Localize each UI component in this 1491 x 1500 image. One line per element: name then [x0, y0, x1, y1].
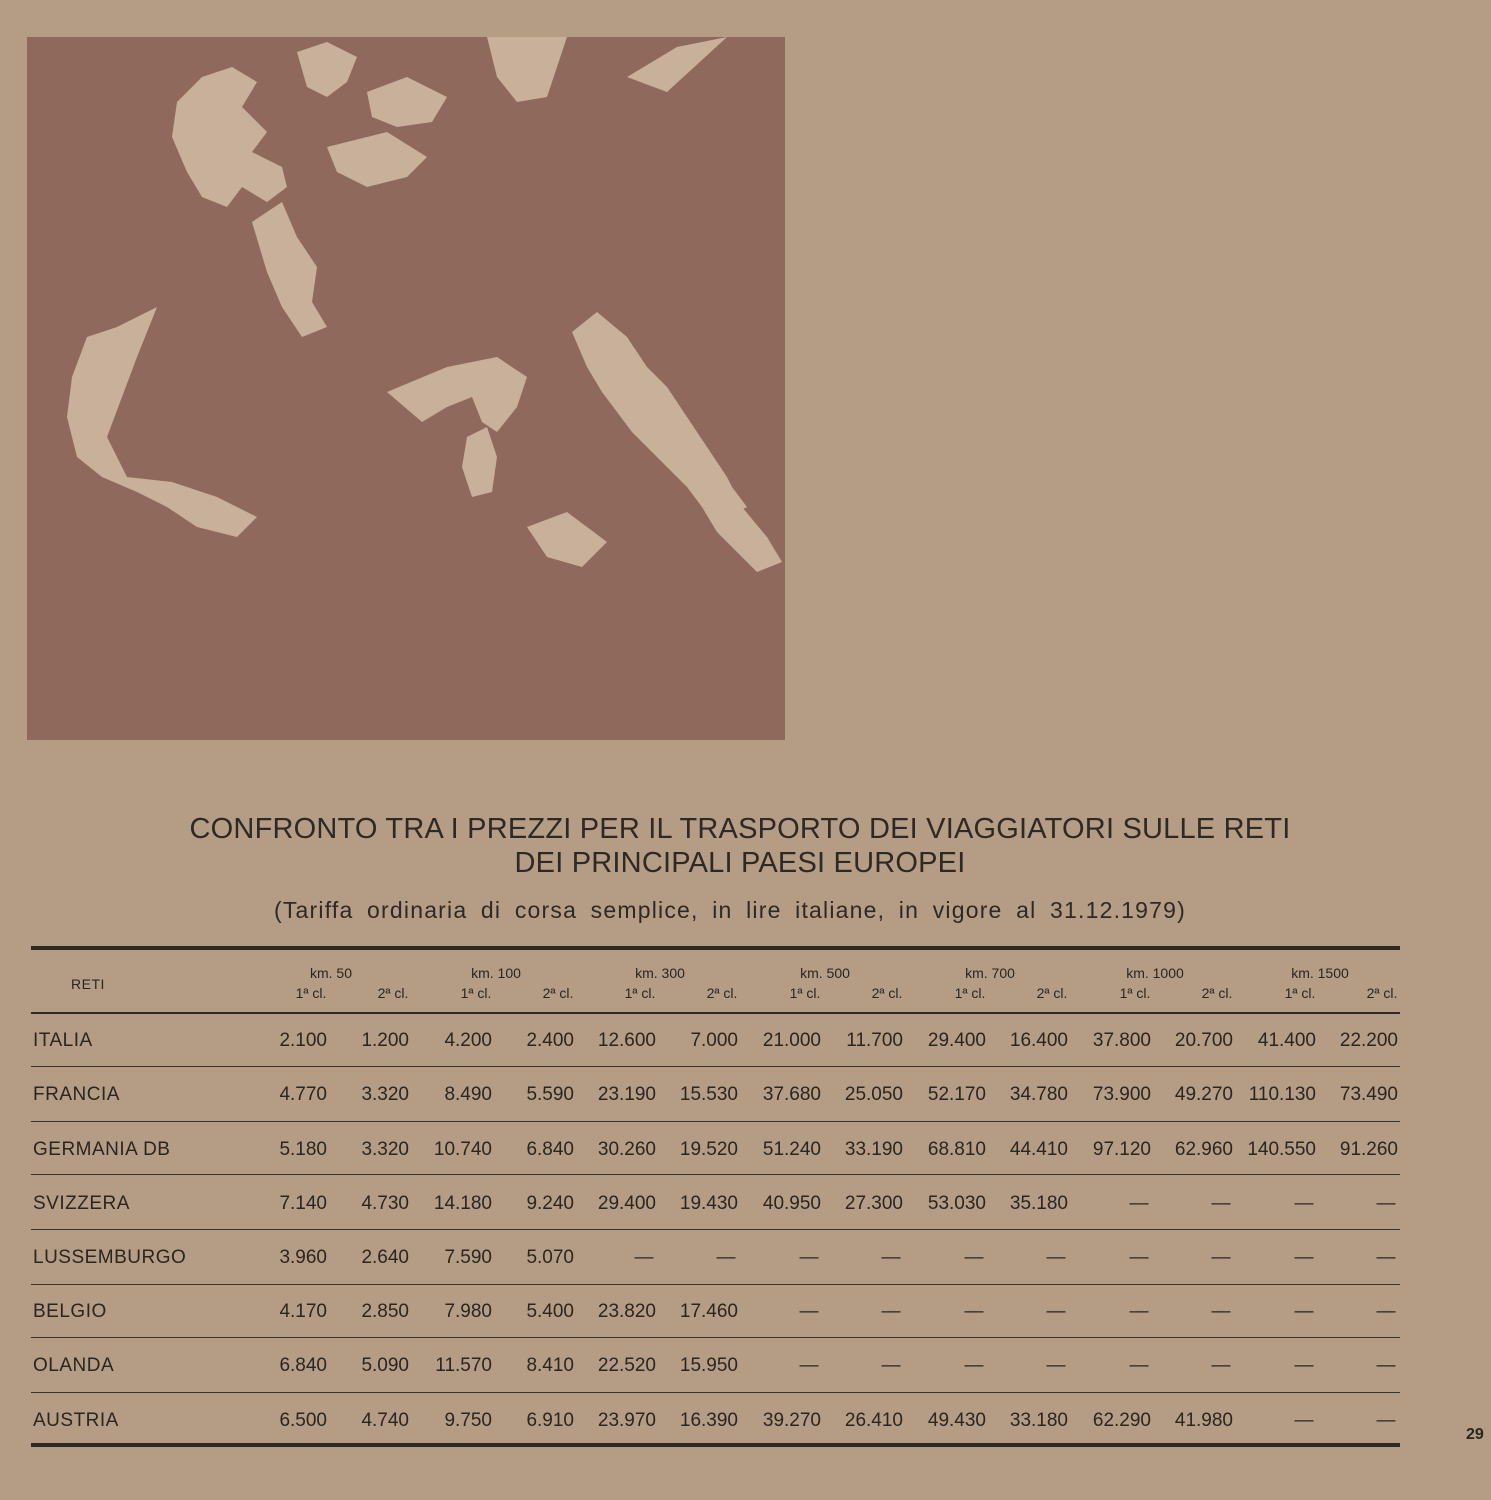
table-cell: 2.850: [361, 1301, 409, 1322]
table-cell: 22.520: [597, 1355, 656, 1376]
table-cell: 7.000: [690, 1030, 738, 1051]
header-class: 2ª cl.: [706, 985, 738, 1001]
table-cell: —: [1046, 1301, 1066, 1322]
table-cell: —: [716, 1247, 736, 1268]
table-cell: —: [1376, 1301, 1396, 1322]
table-cell: 8.410: [526, 1355, 574, 1376]
table-cell: 4.200: [444, 1030, 492, 1051]
row-divider: [31, 1121, 1400, 1122]
table-top-rule: [31, 946, 1400, 950]
table-cell: 4.770: [279, 1084, 327, 1105]
header-class: 2ª cl.: [1036, 985, 1068, 1001]
table-cell: 23.820: [597, 1301, 656, 1322]
table-cell: 6.500: [279, 1410, 327, 1431]
table-cell: 23.970: [597, 1410, 656, 1431]
table-cell: 14.180: [433, 1193, 492, 1214]
table-cell: —: [1376, 1193, 1396, 1214]
table-cell: 52.170: [927, 1084, 986, 1105]
table-cell: 25.050: [844, 1084, 903, 1105]
table-header-rule: [31, 1012, 1400, 1014]
header-class: 1ª cl.: [954, 985, 986, 1001]
table-cell: 22.200: [1339, 1030, 1398, 1051]
table-cell: 29.400: [597, 1193, 656, 1214]
table-cell: 7.140: [279, 1193, 327, 1214]
table-cell: 91.260: [1339, 1139, 1398, 1160]
header-class: 1ª cl.: [789, 985, 821, 1001]
table-cell: —: [1376, 1247, 1396, 1268]
row-divider: [31, 1337, 1400, 1338]
table-cell: 15.530: [679, 1084, 738, 1105]
table-cell: —: [964, 1247, 984, 1268]
table-row-country: AUSTRIA: [33, 1410, 119, 1431]
table-cell: 110.130: [1248, 1084, 1316, 1105]
table-cell: 97.120: [1092, 1139, 1151, 1160]
subtitle: (Tariffa ordinaria di corsa semplice, in lire italiane, in vigore al 31.12.1979): [273, 897, 1186, 923]
map-landmass: [27, 37, 785, 740]
table-cell: —: [799, 1247, 819, 1268]
table-cell: 49.430: [927, 1410, 986, 1431]
row-divider: [31, 1174, 1400, 1175]
table-cell: 5.090: [361, 1355, 409, 1376]
header-distance: km. 700: [965, 965, 1015, 981]
table-cell: —: [1211, 1355, 1231, 1376]
header-distance: km. 50: [309, 965, 352, 981]
header-distance: km. 300: [635, 965, 685, 981]
title-line-2: DEI PRINCIPALI PAESI EUROPEI: [514, 847, 966, 879]
table-cell: 5.400: [526, 1301, 574, 1322]
table-cell: 4.730: [361, 1193, 409, 1214]
table-cell: 6.910: [526, 1410, 574, 1431]
table-cell: 9.750: [444, 1410, 492, 1431]
table-cell: 73.490: [1339, 1084, 1398, 1105]
table-cell: 33.180: [1009, 1410, 1068, 1431]
header-reti: RETI: [71, 976, 105, 992]
table-cell: —: [1376, 1355, 1396, 1376]
table-cell: 34.780: [1009, 1084, 1068, 1105]
table-cell: 2.100: [279, 1030, 327, 1051]
row-divider: [31, 1229, 1400, 1230]
table-cell: —: [1294, 1247, 1314, 1268]
table-cell: 21.000: [762, 1030, 821, 1051]
table-row-country: LUSSEMBURGO: [33, 1247, 187, 1268]
table-cell: 2.400: [526, 1030, 574, 1051]
table-cell: 3.320: [361, 1139, 409, 1160]
table-cell: 5.070: [526, 1247, 574, 1268]
table-cell: 53.030: [927, 1193, 986, 1214]
table-cell: —: [1294, 1193, 1314, 1214]
header-class: 1ª cl.: [295, 985, 327, 1001]
table-cell: —: [799, 1301, 819, 1322]
page-number: 29: [1466, 1426, 1484, 1443]
table-cell: 5.180: [279, 1139, 327, 1160]
table-row-country: ITALIA: [33, 1030, 93, 1051]
table-cell: 10.740: [433, 1139, 492, 1160]
table-cell: 17.460: [679, 1301, 738, 1322]
table-cell: —: [964, 1355, 984, 1376]
table-row-country: GERMANIA DB: [33, 1139, 171, 1160]
table-cell: 3.960: [279, 1247, 327, 1268]
table-cell: 27.300: [844, 1193, 903, 1214]
header-distance: km. 500: [800, 965, 850, 981]
header-class: 1ª cl.: [1119, 985, 1151, 1001]
table-cell: 9.240: [526, 1193, 574, 1214]
table-cell: 35.180: [1009, 1193, 1068, 1214]
table-bottom-rule: [31, 1443, 1400, 1447]
table-cell: 7.590: [444, 1247, 492, 1268]
header-class: 2ª cl.: [542, 985, 574, 1001]
table-cell: 7.980: [444, 1301, 492, 1322]
header-class: 1ª cl.: [1284, 985, 1316, 1001]
header-class: 1ª cl.: [624, 985, 656, 1001]
table-cell: —: [1211, 1247, 1231, 1268]
table-cell: —: [1129, 1247, 1149, 1268]
table-cell: 140.550: [1247, 1139, 1316, 1160]
table-cell: 26.410: [844, 1410, 903, 1431]
table-cell: 6.840: [526, 1139, 574, 1160]
table-cell: 8.490: [444, 1084, 492, 1105]
table-cell: —: [1129, 1193, 1149, 1214]
table-cell: —: [1294, 1301, 1314, 1322]
table-cell: —: [1129, 1301, 1149, 1322]
table-cell: 73.900: [1092, 1084, 1151, 1105]
header-distance: km. 100: [471, 965, 521, 981]
table-cell: —: [881, 1355, 901, 1376]
table-cell: —: [799, 1355, 819, 1376]
table-cell: 62.290: [1092, 1410, 1151, 1431]
table-cell: 41.980: [1174, 1410, 1233, 1431]
header-distance: km. 1000: [1126, 965, 1184, 981]
table-cell: —: [1376, 1410, 1396, 1431]
title-line-1: CONFRONTO TRA I PREZZI PER IL TRASPORTO DEI VIAGGIATORI SULLE RETI: [189, 813, 1291, 845]
table-cell: —: [1294, 1410, 1314, 1431]
europe-map: [27, 37, 785, 740]
table-cell: 41.400: [1257, 1030, 1316, 1051]
table-cell: 29.400: [927, 1030, 986, 1051]
table-cell: 37.680: [762, 1084, 821, 1105]
table-cell: 1.200: [361, 1030, 409, 1051]
table-cell: 62.960: [1174, 1139, 1233, 1160]
table-cell: 19.430: [679, 1193, 738, 1214]
table-cell: —: [881, 1301, 901, 1322]
table-cell: 20.700: [1174, 1030, 1233, 1051]
table-cell: —: [964, 1301, 984, 1322]
table-cell: 6.840: [279, 1355, 327, 1376]
header-class: 2ª cl.: [871, 985, 903, 1001]
header-class: 2ª cl.: [1201, 985, 1233, 1001]
table-cell: 2.640: [361, 1247, 409, 1268]
table-cell: 68.810: [927, 1139, 986, 1160]
table-cell: —: [1129, 1355, 1149, 1376]
table-cell: 15.950: [679, 1355, 738, 1376]
header-distance: km. 1500: [1291, 965, 1349, 981]
table-cell: 16.400: [1009, 1030, 1068, 1051]
row-divider: [31, 1392, 1400, 1393]
table-cell: —: [634, 1247, 654, 1268]
table-cell: 39.270: [762, 1410, 821, 1431]
table-row-country: FRANCIA: [33, 1084, 120, 1105]
table-cell: 37.800: [1092, 1030, 1151, 1051]
table-cell: —: [1211, 1301, 1231, 1322]
table-cell: 5.590: [526, 1084, 574, 1105]
table-row-country: BELGIO: [33, 1301, 107, 1322]
table-cell: 33.190: [844, 1139, 903, 1160]
table-cell: 4.740: [361, 1410, 409, 1431]
table-cell: 23.190: [597, 1084, 656, 1105]
table-cell: 51.240: [762, 1139, 821, 1160]
table-cell: 12.600: [597, 1030, 656, 1051]
table-cell: 40.950: [762, 1193, 821, 1214]
table-cell: 19.520: [679, 1139, 738, 1160]
table-cell: 3.320: [361, 1084, 409, 1105]
table-cell: —: [881, 1247, 901, 1268]
table-cell: —: [1046, 1355, 1066, 1376]
row-divider: [31, 1066, 1400, 1067]
header-class: 2ª cl.: [377, 985, 409, 1001]
table-cell: 30.260: [597, 1139, 656, 1160]
table-cell: —: [1046, 1247, 1066, 1268]
header-class: 2ª cl.: [1366, 985, 1398, 1001]
header-class: 1ª cl.: [460, 985, 492, 1001]
table-cell: 11.700: [846, 1030, 903, 1051]
table-cell: —: [1294, 1355, 1314, 1376]
table-cell: 49.270: [1174, 1084, 1233, 1105]
table-row-country: OLANDA: [33, 1355, 115, 1376]
table-cell: 44.410: [1009, 1139, 1068, 1160]
table-row-country: SVIZZERA: [33, 1193, 130, 1214]
table-cell: 16.390: [679, 1410, 738, 1431]
table-cell: —: [1211, 1193, 1231, 1214]
table-cell: 4.170: [279, 1301, 327, 1322]
table-cell: 11.570: [435, 1355, 492, 1376]
row-divider: [31, 1284, 1400, 1285]
page-title: [40, 812, 1440, 880]
